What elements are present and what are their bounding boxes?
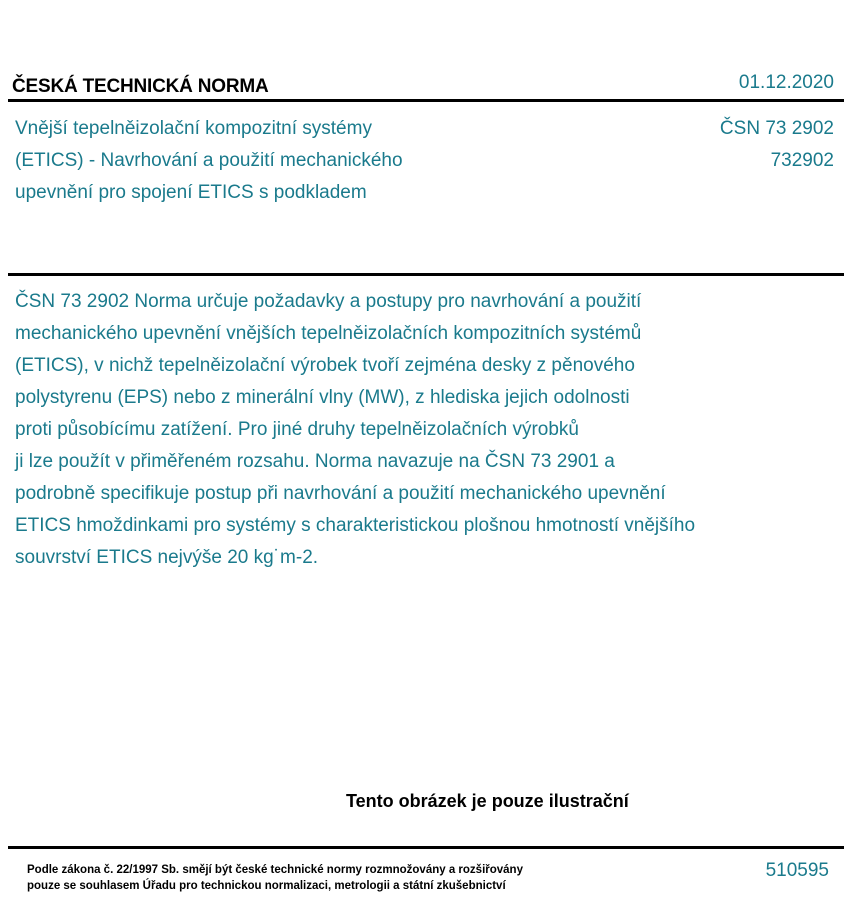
standard-title-line: Vnější tepelněizolační kompozitní systémy: [15, 118, 372, 139]
footer-rule: [8, 846, 844, 849]
section-rule: [8, 273, 844, 276]
footer-legal-line: Podle zákona č. 22/1997 Sb. smějí být české technické normy rozmnožovány a rozšiřovány: [27, 864, 523, 876]
abstract-line: mechanického upevnění vnějších tepelněizolačních kompozitních systémů: [15, 323, 642, 344]
abstract-line: ČSN 73 2902 Norma určuje požadavky a postupy pro navrhování a použití: [15, 291, 642, 312]
abstract-line: polystyrenu (EPS) nebo z minerální vlny (MW), z hlediska jejich odolnosti: [15, 387, 630, 408]
header-date: 01.12.2020: [738, 72, 834, 93]
footer-legal-text: [27, 862, 523, 894]
abstract-line: proti působícímu zatížení. Pro jiné druhy tepelněizolačních výrobků: [15, 419, 579, 440]
standard-title: [15, 113, 575, 209]
standard-catalog-number: 732902: [770, 150, 834, 171]
abstract-line: ETICS hmoždinkami pro systémy s charakteristickou plošnou hmotností vnějšího: [15, 515, 696, 536]
standard-designation: ČSN 73 2902: [719, 118, 834, 139]
abstract-line: podrobně specifikuje postup při navrhování a použití mechanického upevnění: [15, 483, 666, 504]
standard-codes: [720, 113, 834, 177]
header-rule: [8, 99, 844, 102]
header-title: ČESKÁ TECHNICKÁ NORMA: [12, 76, 269, 97]
footer-document-number: 510595: [765, 860, 829, 881]
abstract-line: ji lze použít v přiměřeném rozsahu. Norma navazuje na ČSN 73 2901 a: [15, 451, 615, 472]
standard-title-line: upevnění pro spojení ETICS s podkladem: [15, 182, 367, 203]
abstract-line: souvrství ETICS nejvýše 20 kg˙m-2.: [15, 547, 319, 568]
abstract-line: (ETICS), v nichž tepelněizolační výrobek tvoří zejména desky z pěnového: [15, 355, 635, 376]
standard-title-line: (ETICS) - Navrhování a použití mechanického: [15, 150, 403, 171]
footer-legal-line: pouze se souhlasem Úřadu pro technickou normalizaci, metrologii a státní zkušebnictví: [27, 880, 506, 892]
abstract: [15, 286, 835, 574]
illustration-note: Tento obrázek je pouze ilustrační: [346, 791, 629, 811]
